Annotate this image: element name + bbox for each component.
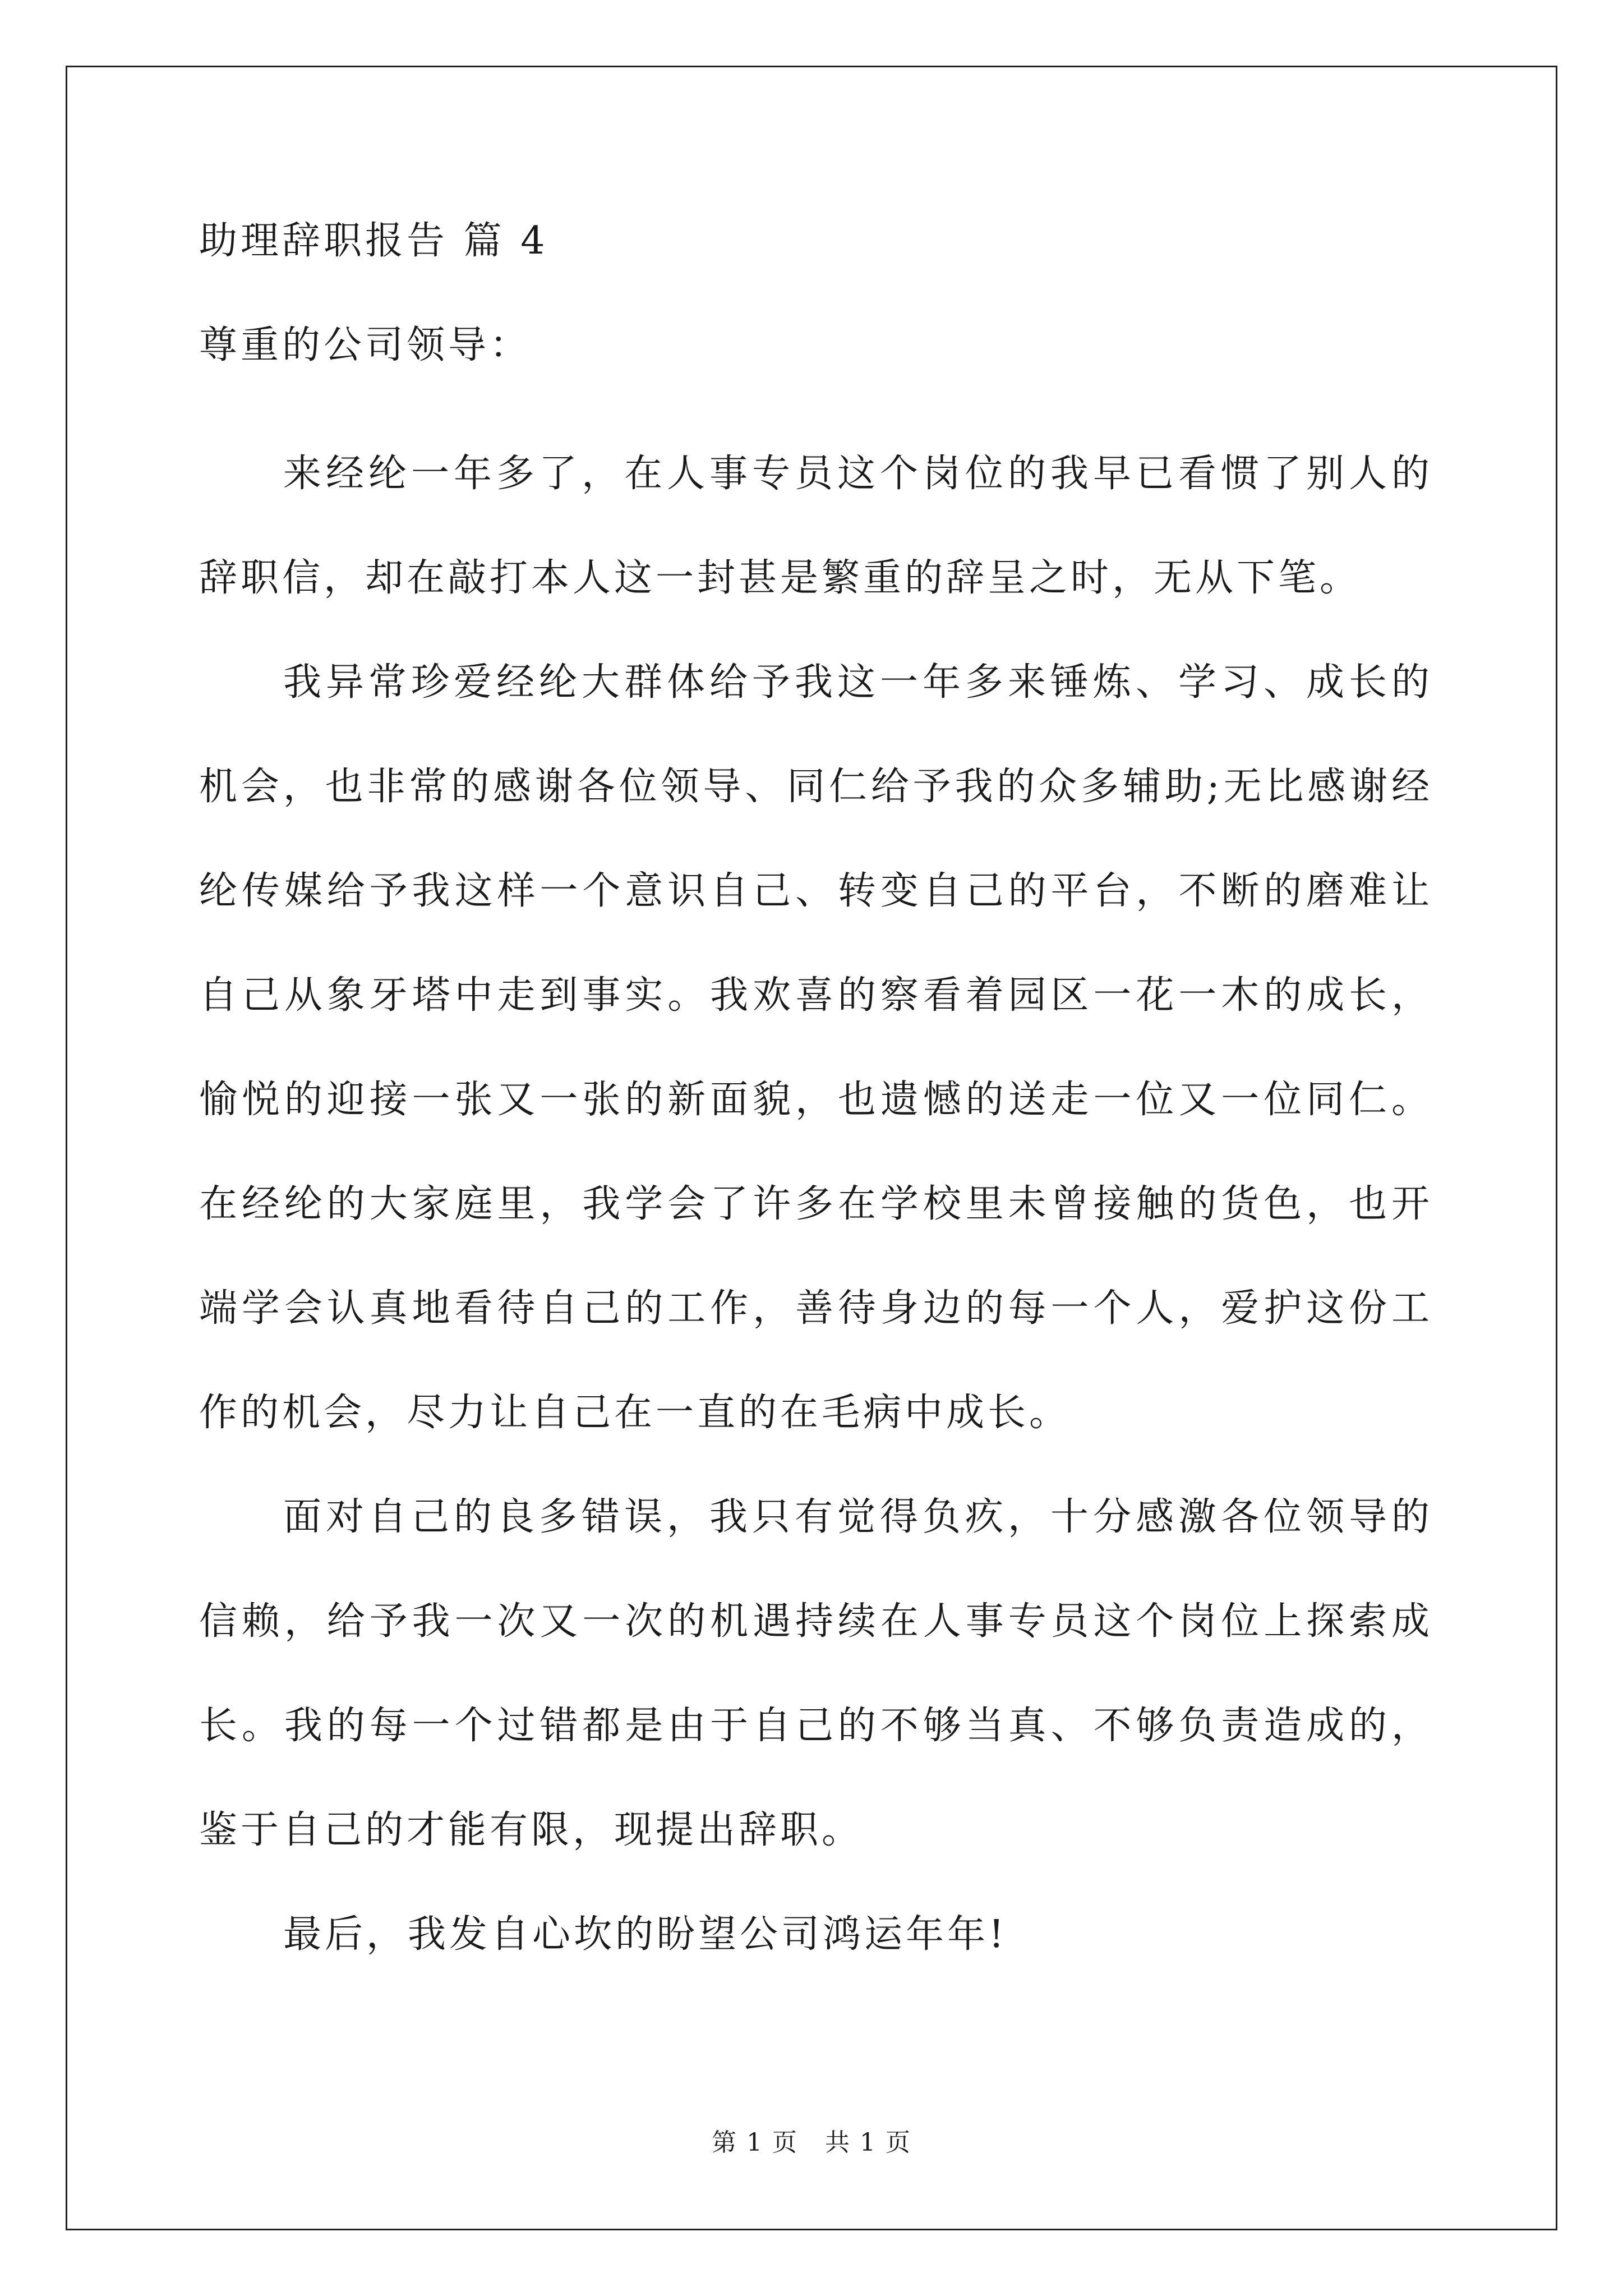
page-total: 共 1 页 — [824, 2128, 911, 2157]
paragraph-1: 来经纶一年多了，在人事专员这个岗位的我早已看惯了别人的辞职信，却在敲打本人这一封甚是繁重的辞呈之时，无从下笔。 — [199, 452, 1433, 600]
page-number: 第 1 页 — [712, 2128, 799, 2157]
paragraph-2: 我异常珍爱经纶大群体给予我这一年多来锤炼、学习、成长的机会，也非常的感谢各位领导、同仁给予我的众多辅助;无比感谢经纶传媒给予我这样一个意识自己、转变自己的平台，不断的磨难让自己从象牙塔中走到事实。我欢喜的察看着园区一花一木的成长，愉悦的迎接一张又一张的新面貌，也遗憾的送走一位又一位同仁。在经纶的大家庭里，我学会了许多在学校里未曾接触的货色，也开端学会认真地看待自己的工作，善待身边的每一个人，爱护这份工作的机会，尽力让自己在一直的在毛病中成长。 — [199, 660, 1433, 1435]
paragraph-3: 面对自己的良多错误，我只有觉得负疚，十分感激各位领导的信赖，给予我一次又一次的机遇持续在人事专员这个岗位上探索成长。我的每一个过错都是由于自己的不够当真、不够负责造成的，鉴于自己的才能有限，现提出辞职。 — [199, 1495, 1433, 1852]
document-title: 助理辞职报告 篇 4 — [199, 219, 548, 263]
document-body — [199, 213, 1433, 1987]
page-footer — [0, 2126, 1623, 2160]
salutation: 尊重的公司领导： — [199, 323, 532, 367]
paragraph-4: 最后，我发自心坎的盼望公司鸿运年年! — [283, 1912, 1008, 1957]
